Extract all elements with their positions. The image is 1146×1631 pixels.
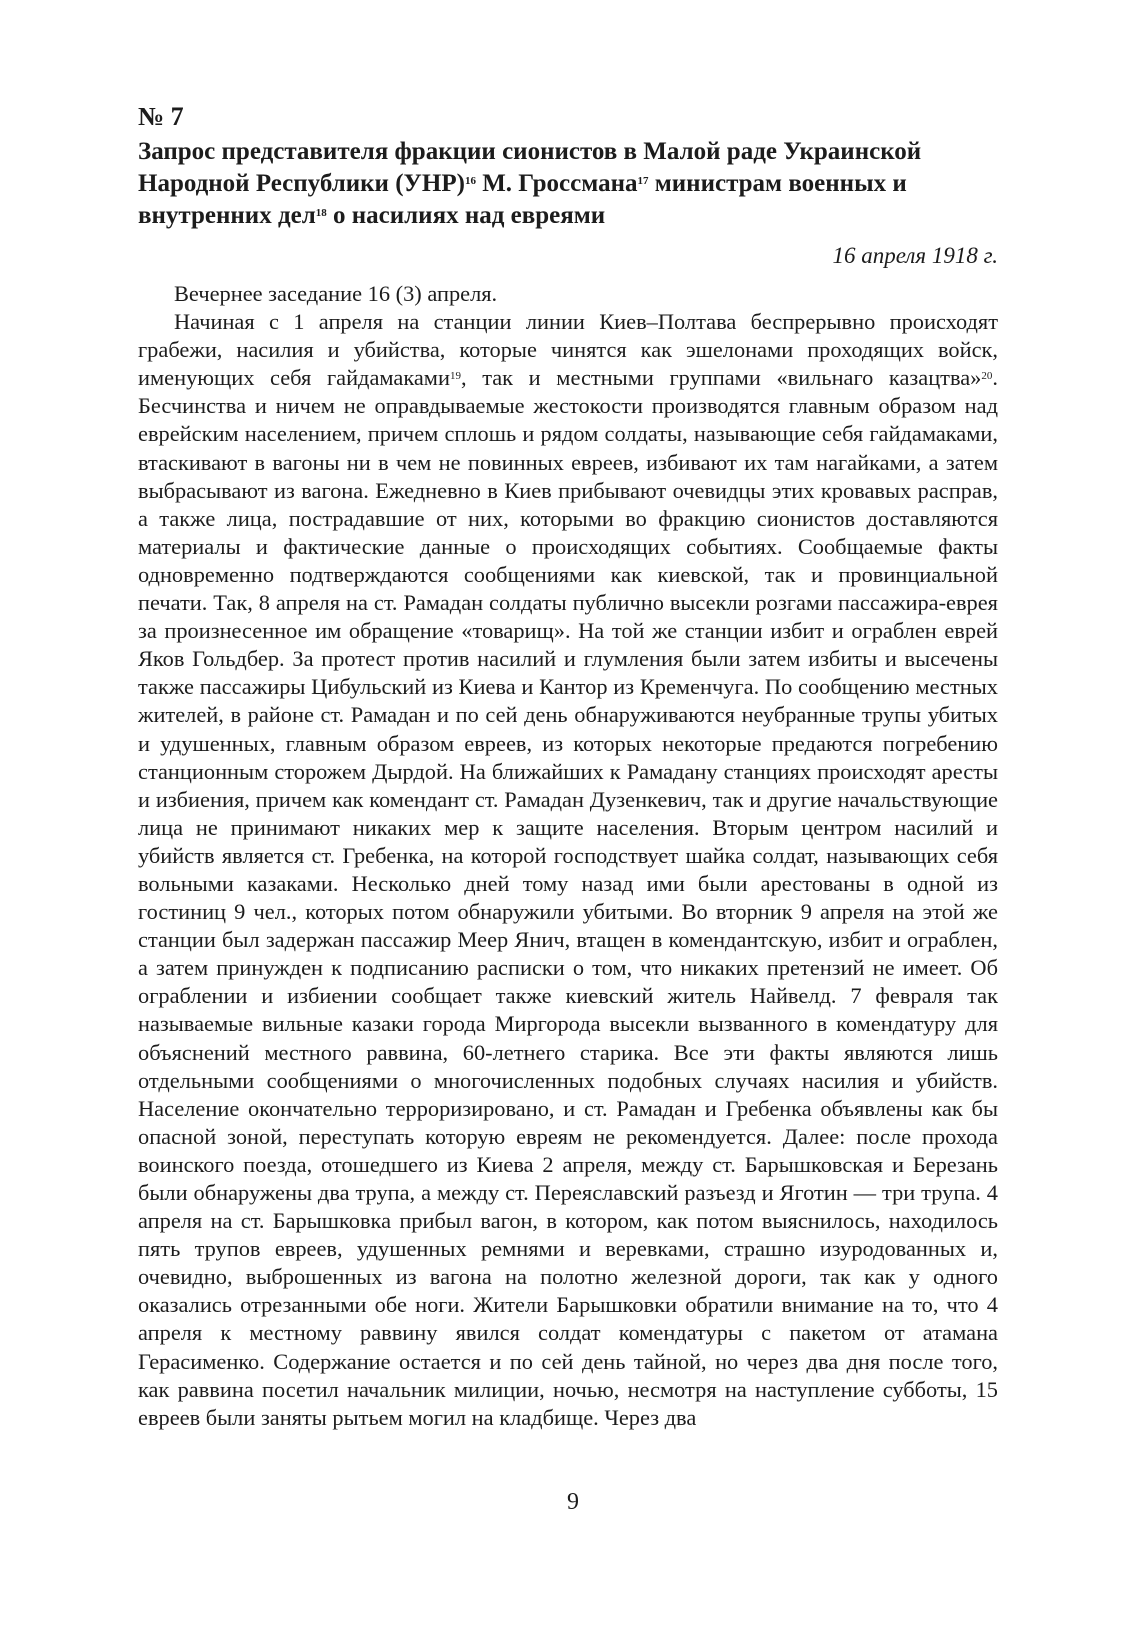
footnote-ref-19: 19: [449, 370, 461, 383]
document-page: [138, 100, 998, 1432]
footnote-ref-18: 18: [315, 207, 327, 219]
main-paragraph: [138, 308, 998, 1432]
body-text-3: . Бесчинства и ничем не оправдываемые жестокости производятся главным образом над еврейским населением, причем сплошь и рядом солдаты, называющие себя гайдамаками, втаскивают в вагоны ни в чем не повинных евреев, избивают их там нагайками, а затем выбрасывают из вагона. Ежедневно в Киев прибывают очевидцы этих кровавых расправ, а также лица, пострадавшие от них, которыми во фракцию сионистов доставляются материалы и фактические данные о происходящих событиях. Сообщаемые факты одновременно подтверждаются сообщениями как киевской, так и провинциальной печати. Так, 8 апреля на ст. Рамадан солдаты публично высекли розгами пассажира-еврея за произнесенное им обращение «товарищ». На той же станции избит и ограблен еврей Яков Гольдбер. За протест против насилий и глумления были затем избиты и высечены также пассажиры Цибульский из Киева и Кантор из Кременчуга. По сообщению местных жителей, в районе ст. Рамадан и по сей день обнаруживаются неубранные трупы убитых и удушенных, главным образом евреев, из которых некоторые предаются погребению станционным сторожем Дырдой. На ближайших к Рамадану станциях происходят аресты и избиения, причем как комендант ст. Рамадан Дузенкевич, так и другие начальствующие лица не принимают никаких мер к защите населения. Вторым центром насилий и убийств является ст. Гребенка, на которой господствует шайка солдат, называющих себя вольными казаками. Несколько дней тому назад ими были арестованы в одной из гостиниц 9 чел., которых потом обнаружили убитыми. Во вторник 9 апреля на этой же станции был задержан пассажир Меер Янич, втащен в комендантскую, избит и ограблен, а затем принужден к подписанию расписки о том, что никаких претензий не имеет. Об ограблении и избиении сообщает также киевский житель Найвелд. 7 февраля так называемые вильные казаки города Миргорода высекли вызванного в комендатуру для объяснений местного раввина, 60-летнего старика. Все эти факты являются лишь отдельными сообщениями о многочисленных подобных случаях насилия и убийств. Население окончательно терроризировано, и ст. Рамадан и Гребенка объявлены как бы опасной зоной, переступать которую евреям не рекомендуется. Далее: после прохода воинского поезда, отошедшего из Киева 2 апреля, между ст. Барышковская и Березань были обнаружены два трупа, а между ст. Переяславский разъезд и Яготин — три трупа. 4 апреля на ст. Барышковка прибыл вагон, в котором, как потом выяснилось, находилось пять трупов евреев, удушенных ремнями и веревками, страшно изуродованных и, очевидно, выброшенных из вагона на полотно железной дороги, так как у одного оказались отрезанными обе ноги. Жители Барышковки обратили внимание на то, что 4 апреля к местному раввину явился солдат комендатуры с пакетом от атамана Герасименко. Содержание остается и по сей день тайной, но через два дня после того, как раввина посетил начальник милиции, ночью, несмотря на наступление субботы, 15 евреев были заняты рытьем могил на кладбище. Через два: [138, 365, 998, 1430]
footnote-ref-17: 17: [637, 175, 649, 187]
title-text-2: М. Гроссмана: [475, 170, 638, 197]
document-body: [138, 280, 998, 1432]
title-text-3: министрам военных и внутренних дел: [138, 170, 907, 229]
document-date: 16 апреля 1918 г.: [832, 243, 998, 268]
session-paragraph: Вечернее заседание 16 (3) апреля.: [174, 281, 498, 306]
footnote-ref-20: 20: [981, 370, 993, 383]
body-text-1: Начиная с 1 апреля на станции линии Киев–Полтава беспрерывно происходят грабежи, насилия и убийства, которые чинятся как эшелонами проходящих войск, именующих себя гайдамаками: [138, 309, 998, 391]
footnote-ref-16: 16: [464, 175, 476, 187]
document-title: [138, 136, 998, 232]
title-text-4: о насилиях над евреями: [326, 202, 606, 229]
body-text-2: , так и местными группами «вильнаго казацтва»: [460, 365, 982, 391]
title-text-1: Запрос представителя фракции сионистов в Малой раде Украинской Народной Республики (УНР): [138, 138, 922, 197]
document-number: № 7: [138, 102, 184, 131]
page-number: 9: [567, 1489, 579, 1515]
